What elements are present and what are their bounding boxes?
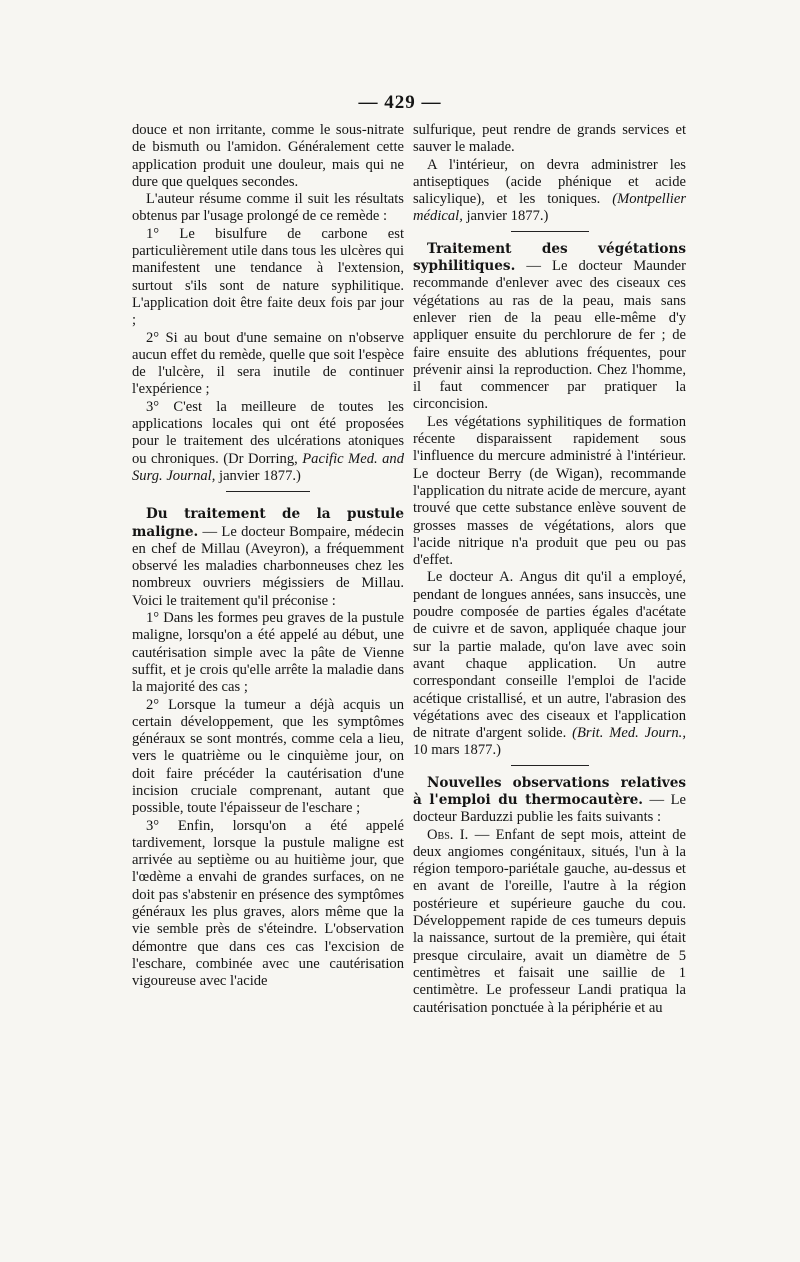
section-heading: Du traitement de la pustule maligne. [132,506,404,540]
paragraph: 2° Si au bout d'une semaine on n'observe aucun effet du remède, quelle que soit l'espèce de l'ulcère, il sera inutile de continuer l'expérience ; [132,329,404,398]
citation-date: janvier 1877.) [215,467,301,484]
citation-open: (Dr Dorring, [223,450,303,467]
section-heading: Nouvelles observations relatives à l'emploi du thermocautère. [413,774,686,808]
section-paragraph [413,241,686,414]
citation-date: 10 mars 1877.) [413,742,501,759]
paragraph [413,827,686,1017]
section-paragraph [413,775,686,827]
citation-date: janvier 1877.) [462,208,549,225]
paragraph-text: — Le docteur Bompaire, médecin en chef de Millau (Aveyron), a fréquemment observé les maladies charbonneuses chez les nombreux ouvriers mégissiers de Millau. Voici le traitement qu'il préconise : [132,523,404,609]
left-column [132,122,404,991]
paragraph [132,399,404,485]
paragraph: 1° Dans les formes peu graves de la pustule maligne, lorsqu'on a été appelé au début, une cautérisation simple avec la pâte de Vienne suffit, et je crois qu'elle arrête la maladie dans la majorité des cas ; [132,610,404,696]
paragraph [413,157,686,226]
citation-journal: (Montpellier médical, [413,191,686,225]
section-separator [226,491,310,492]
citation-journal: (Brit. Med. Journ., [572,725,686,742]
right-column [413,122,686,1017]
section-separator [511,765,589,766]
paragraph-text: — Le docteur Barduzzi publie les faits suivants : [413,791,686,826]
paragraph-text: — Le docteur Maunder recommande d'enlever avec des ciseaux ces végétations au ras de la peau, mais sans enlever rien de la peau elle-même d'y appliquer ensuite du perchlorure de fer ; de faire ensuite des ablutions fréquentes, pour prévenir ainsi la reproduction. Chez l'homme, il faut commencer par pratiquer la circoncision. [413,258,686,413]
paragraph-text: 3° C'est la meilleure de toutes les applications locales qui ont été proposées pour le traitement des ulcérations atoniques ou chroniques. [132,398,404,467]
observation-label: Obs. I. [427,826,469,843]
paragraph: 2° Lorsque la tumeur a déjà acquis un certain développement, que les symptômes généraux se sont montrés, comme cela a lieu, vers le quatrième ou le cinquième jour, on doit faire précéder la cautérisation d'une incision cruciale comprenant, autant que possible, toute l'épaisseur de l'eschare ; [132,696,404,817]
paragraph: 1° Le bisulfure de carbone est particulièrement utile dans tous les ulcères qui manifestent une tendance à l'extension, surtout s'ils sont de nature syphilitique. L'application doit être faite deux fois par jour ; [132,225,404,329]
paragraph: Les végétations syphilitiques de formation récente disparaissent rapidement sous l'influence du mercure administré à l'intérieur. Le docteur Berry (de Wigan), recommande l'application du nitrate acide de mercure, ayant trouvé que cette substance enlève souvent de grosses masses de végétations, alors que l'acide nitrique n'a produit que peu ou pas d'effet. [413,413,686,569]
page-number: — 429 — [358,92,442,113]
paragraph: sulfurique, peut rendre de grands services et sauver le malade. [413,122,686,156]
section-paragraph [132,506,404,610]
paragraph-text: — Enfant de sept mois, atteint de deux angiomes congénitaux, situés, l'un à la région temporo-pariétale gauche, au-dessus et en avant de l'oreille, l'autre à la région postérieure et supérieure gauche du cou. Développement rapide de ces tumeurs depuis la naissance, surtout de la première, qui était presque circulaire, avait un diamètre de 5 centimètres et faisait une saillie de 1 centimètre. Le professeur Landi pratiqua la cautérisation ponctuée à la périphérie et au [413,826,687,1016]
paragraph-text: A l'intérieur, on devra administrer les antiseptiques (acide phénique et acide salicylique), et les toniques. [413,156,686,208]
paragraph-text: Le docteur A. Angus dit qu'il a employé, pendant de longues années, sans insuccès, une poudre composée de parties égales d'acétate de cuivre et de savon, appliquée chaque jour sur la partie malade, qu'on lave avec soin avant chaque application. Un autre correspondant conseille l'emploi de l'acide acétique cristallisé, et un autre, l'abrasion des végétations avec des ciseaux et l'application de nitrate d'argent solide. [413,569,686,742]
paragraph: 3° Enfin, lorsqu'on a été appelé tardivement, lorsque la pustule maligne est arrivée au septième ou au huitième jour, que l'œdème a envahi de grandes surfaces, on ne doit pas s'abstenir en présence des symptômes généraux les plus graves, alors même que la vie semble près de s'éteindre. L'observation démontre que dans ces cas l'excision de l'eschare, combinée avec une cautérisation vigoureuse avec l'acide [132,817,404,990]
section-separator [511,231,589,232]
citation-journal: Pacific Med. and Surg. Journal, [132,450,404,484]
paragraph: L'auteur résume comme il suit les résultats obtenus par l'usage prolongé de ce remède : [132,191,404,225]
paragraph [413,569,686,759]
section-heading: Traitement des végétations syphilitiques. [413,240,686,275]
paragraph: douce et non irritante, comme le sous-nitrate de bismuth ou l'amidon. Généralement cette application produit une douleur, mais qui ne dure que quelques secondes. [132,122,404,190]
